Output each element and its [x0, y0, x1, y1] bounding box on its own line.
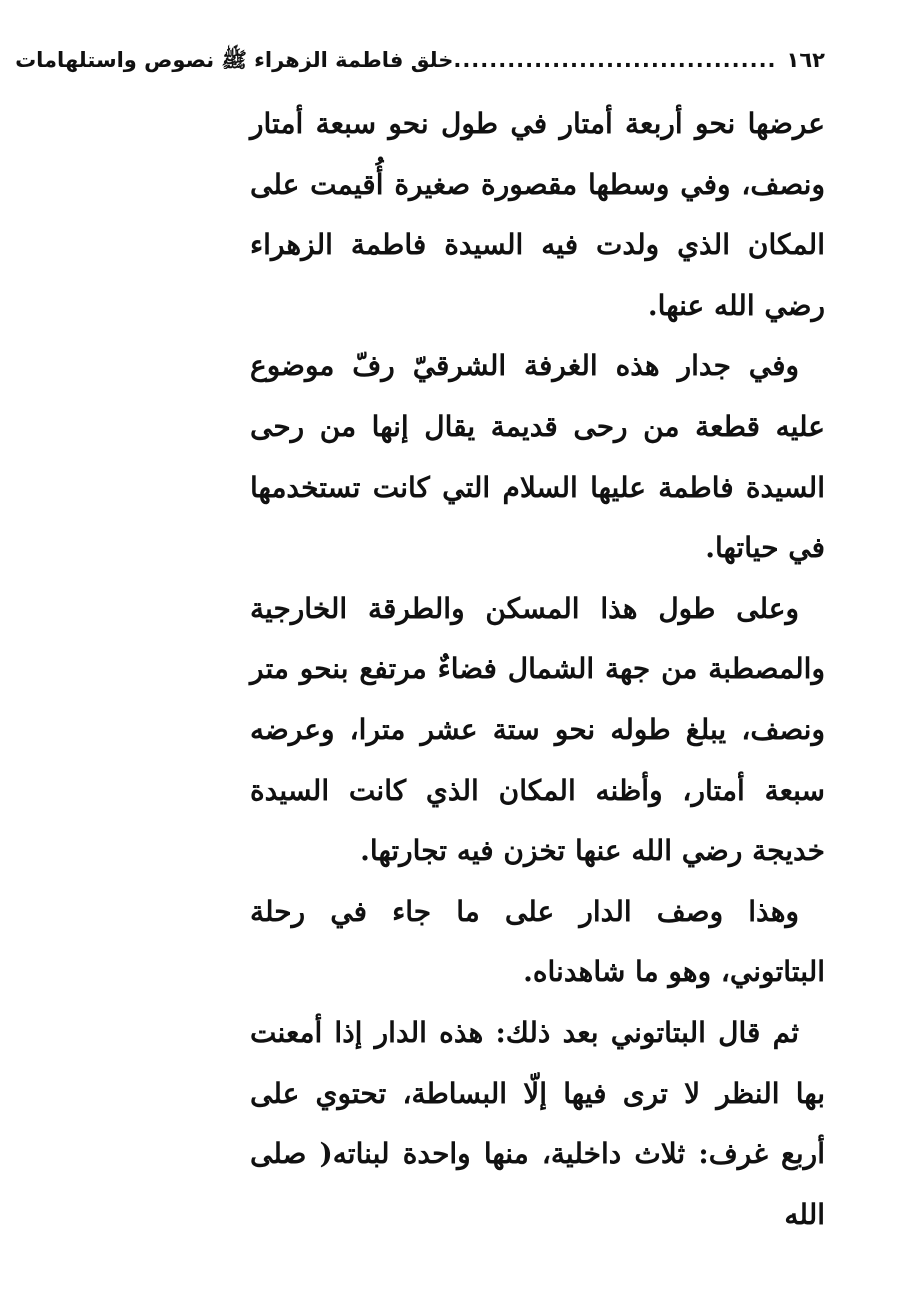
- page-header: [15, 40, 825, 80]
- body-text: [250, 94, 825, 1245]
- paragraph-1: عرضها نحو أربعة أمتار في طول نحو سبعة أمتار ونصف، وفي وسطها مقصورة صغيرة أُقيمت على المكان الذي ولدت فيه السيدة فاطمة الزهراء رضي الله عنها.: [250, 107, 825, 322]
- paragraph-5: ثم قال البتاتوني بعد ذلك: هذه الدار إذا أمعنت بها النظر لا ترى فيها إلّا البساطة، تحتوي على أربع غرف: ثلاث داخلية، منها واحدة لبناته( صلى الله: [250, 1015, 825, 1231]
- paragraph-4: وهذا وصف الدار على ما جاء في رحلة البتاتوني، وهو ما شاهدناه.: [250, 894, 825, 989]
- running-title: خلق فاطمة الزهراء ﷺ نصوص واستلهامات: [15, 48, 454, 72]
- page-number: ١٦٢: [786, 48, 825, 72]
- header-title-group: [15, 40, 776, 80]
- document-page: [15, 40, 825, 1245]
- paragraph-3: وعلى طول هذا المسكن والطرقة الخارجية والمصطبة من جهة الشمال فضاءٌ مرتفع بنحو متر ونصف، يبلغ طوله نحو ستة عشر مترا، وعرضه سبعة أمتار، وأظنه المكان الذي كانت السيدة خديجة رضي الله عنها تخزن فيه تجارتها.: [250, 591, 825, 868]
- paragraph-2: وفي جدار هذه الغرفة الشرقيّ رفّ موضوع عليه قطعة من رحى قديمة يقال إنها من رحى السيدة فاطمة عليها السلام التي كانت تستخدمها في حياتها.: [250, 349, 825, 565]
- header-leader-dots: ....................................: [453, 48, 777, 72]
